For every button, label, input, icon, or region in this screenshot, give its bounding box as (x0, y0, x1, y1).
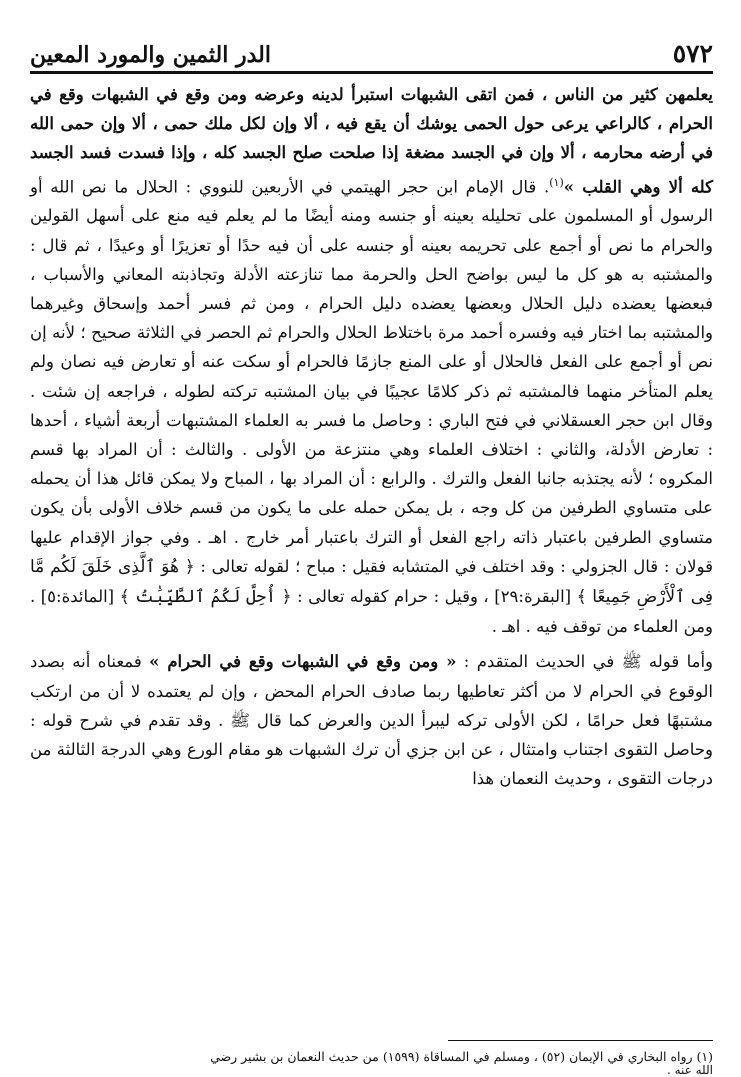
commentary-text: . ومن العلماء من توقف فيه . اهـ . (30, 586, 713, 637)
footnote-continuation: الله عنه . (666, 1063, 713, 1077)
quran-verse: ﴿ هُوَ ٱلَّذِى خَلَقَ لَكُم مَّا فِى ٱلْأَرْضِ جَمِيعًا ﴾ (30, 556, 714, 607)
verse-reference: [البقرة:٢٩] (494, 586, 572, 606)
commentary-text: فمعناه أنه بصدد الوقوع في الحرام لا من أكثر تعاطيها ربما صادف الحرام المحض ، وإن لم يعتمده لا أن من ارتكب مشتبهًا فعل حرامًا ، لكن الأولى تركه ليبرأ الدين والعرض كما قال ﷺ . وقد تقدم في شرح قوله : وحاصل التقوى اجتناب وامتثال ، عن ابن جزي أن ترك الشبهات هو مقام الورع وهي الدرجة الثالثة من درجات التقوى ، وحديث النعمان هذا (30, 652, 713, 789)
book-title: الدر الثمين والمورد المعين (30, 42, 272, 68)
paragraph-2 (30, 647, 713, 793)
commentary-text: . قال الإمام ابن حجر الهيتمي في الأربعين للنووي : الحلال ما نص الله أو الرسول أو المسلمون على تحليله بعينه أو جنسه ومنه أيضًا ما لم يعلم فيه منع على أسهل القولين والحرام ما نص أو أجمع على تحريمه بعينه أو جنسه على أن فيه حدًا أو تعزيرًا أو وعيدًا ، ثم قال : والمشتبه به هو كل ما ليس بواضح الحل والحرمة مما تنازعته الأدلة وتجاذبته المعاني والأسباب ، فبعضها يعضده دليل الحلال وبعضها يعضده دليل الحرام ، ومن ثم فسر أحمد وإسحاق وغيرهما والمشتبه بما اختار فيه وفسره أحمد مرة باختلاط الحلال والحرام ثم الحصر في الثلاثة صحيح ؛ لأنه إن نص أو أجمع على الفعل فالحلال أو على المنع جازمًا فالحرام أو سكت عنه أو تعارض فيه نصان ولم يعلم المتأخر منهما فالمشتبه ثم ذكر كلامًا عجيبًا في بيان المشتبه تركته لطوله ، فراجعه إن شئت . وقال ابن حجر العسقلاني في فتح الباري : وحاصل ما فسر به العلماء المشتبهات أربعة أشياء ، أحدها : تعارض الأدلة، والثاني : اختلاف العلماء وهي منتزعة من الأولى . والثالث : أن المراد بها قسم المكروه ؛ لأنه يجتذبه جانبا الفعل والترك . والرابع : أن المراد بها ، المباح ولا يمكن قائل هذا أن يحمله على متساوي الطرفين من كل وجه ، بل يمكن حمله على ما يكون من قسم خلاف الأولى بأن يكون متساوي الطرفين باعتبار ذاته راجع الفعل أو الترك باعتبار أمر خارج . اهـ . وفي جواز الإقدام عليها قولان : قال الجزولي : وقد اختلف في المتشابه فقيل : مباح ؛ لقوله تعالى : (30, 177, 713, 576)
header-divider (30, 71, 713, 74)
commentary-text: وأما قوله ﷺ في الحديث المتقدم : (463, 652, 714, 672)
quran-verse: ﴿ أُحِلَّ لَكُمُ ٱلطَّيِّبَٰتُ ﴾ (119, 586, 292, 607)
verse-reference: [المائدة:٥] (40, 586, 115, 606)
footnote-reference[interactable]: (١) (549, 175, 564, 189)
footnote-divider (448, 1040, 713, 1041)
hadith-text: يعلمهن كثير من الناس ، فمن اتقى الشبهات استبرأ لدينه وعرضه ومن وقع في الشبهات وقع في الحرام ، كالراعي يرعى حول الحمى يوشك أن يقع فيه ، ألا وإن لكل ملك حمى ، ألا وإن حمى الله في أرضه محارمه ، ألا وإن في الجسد مضغة إذا صلحت صلح الجسد كله ، وإذا فسدت فسد الجسد كله ألا وهي القلب » (30, 85, 713, 197)
page-body (30, 80, 713, 793)
hadith-quote: « ومن وقع في الشبهات وقع في الحرام » (149, 652, 457, 672)
footnote: (١) رواه البخاري في الإيمان (٥٢) ، ومسلم في المساقاة (١٥٩٩) من حديث النعمان بن بشير رضي (210, 1049, 713, 1064)
page-number: ٥٧٢ (672, 39, 713, 68)
paragraph-1 (30, 80, 713, 641)
page-header (30, 30, 713, 66)
commentary-text: ، وقيل : حرام كقوله تعالى : (297, 586, 489, 606)
